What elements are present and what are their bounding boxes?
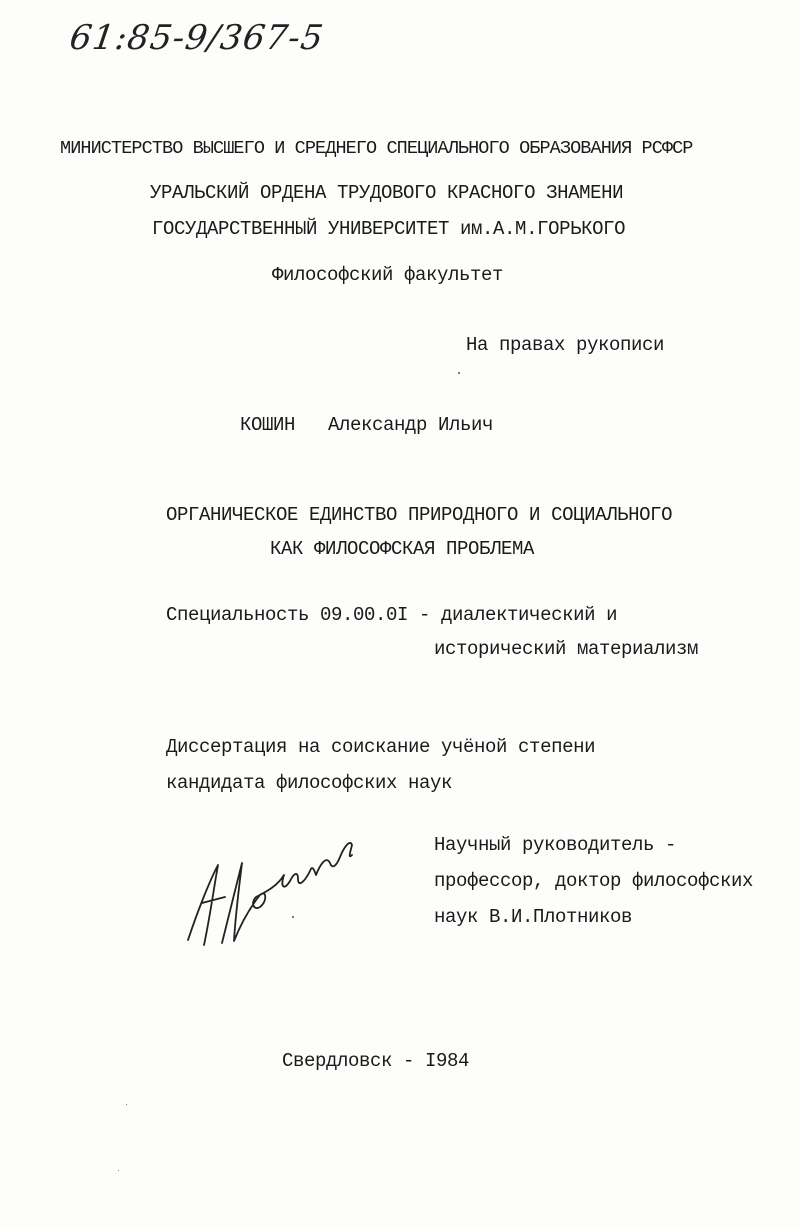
author-signature bbox=[180, 825, 370, 960]
specialty-line-1: Специальность 09.00.0I - диалектический и bbox=[166, 604, 618, 626]
city-year: Свердловск - I984 bbox=[282, 1050, 470, 1072]
faculty-name: Философский факультет bbox=[272, 264, 504, 286]
scan-speck bbox=[292, 916, 294, 918]
specialty-line-2: исторический материализм bbox=[434, 638, 699, 660]
dissertation-title-line-2: КАК ФИЛОСОФСКАЯ ПРОБЛЕМА bbox=[270, 538, 535, 560]
ministry-heading: МИНИСТЕРСТВО ВЫСШЕГО И СРЕДНЕГО СПЕЦИАЛЬНОГО ОБРАЗОВАНИЯ РСФСР bbox=[60, 138, 693, 159]
university-line-2: ГОСУДАРСТВЕННЫЙ УНИВЕРСИТЕТ им.А.М.ГОРЬКОГО bbox=[152, 218, 626, 240]
dissertation-purpose-line-2: кандидата философских наук bbox=[166, 772, 453, 794]
scan-speck bbox=[126, 1104, 127, 1105]
archive-code: 61:85-9/367-5 bbox=[67, 18, 327, 58]
scan-speck bbox=[458, 372, 460, 374]
supervisor-line-1: Научный руководитель - bbox=[434, 834, 677, 856]
author-name: КОШИН Александр Ильич bbox=[240, 414, 494, 436]
scan-speck bbox=[118, 1170, 119, 1171]
university-line-1: УРАЛЬСКИЙ ОРДЕНА ТРУДОВОГО КРАСНОГО ЗНАМЕНИ bbox=[150, 182, 624, 204]
dissertation-purpose-line-1: Диссертация на соискание учёной степени bbox=[166, 736, 596, 758]
manuscript-rights: На правах рукописи bbox=[466, 334, 665, 356]
dissertation-title-line-1: ОРГАНИЧЕСКОЕ ЕДИНСТВО ПРИРОДНОГО И СОЦИАЛЬНОГО bbox=[166, 504, 673, 526]
supervisor-line-3: наук В.И.Плотников bbox=[434, 906, 633, 928]
supervisor-line-2: профессор, доктор философских bbox=[434, 870, 754, 892]
